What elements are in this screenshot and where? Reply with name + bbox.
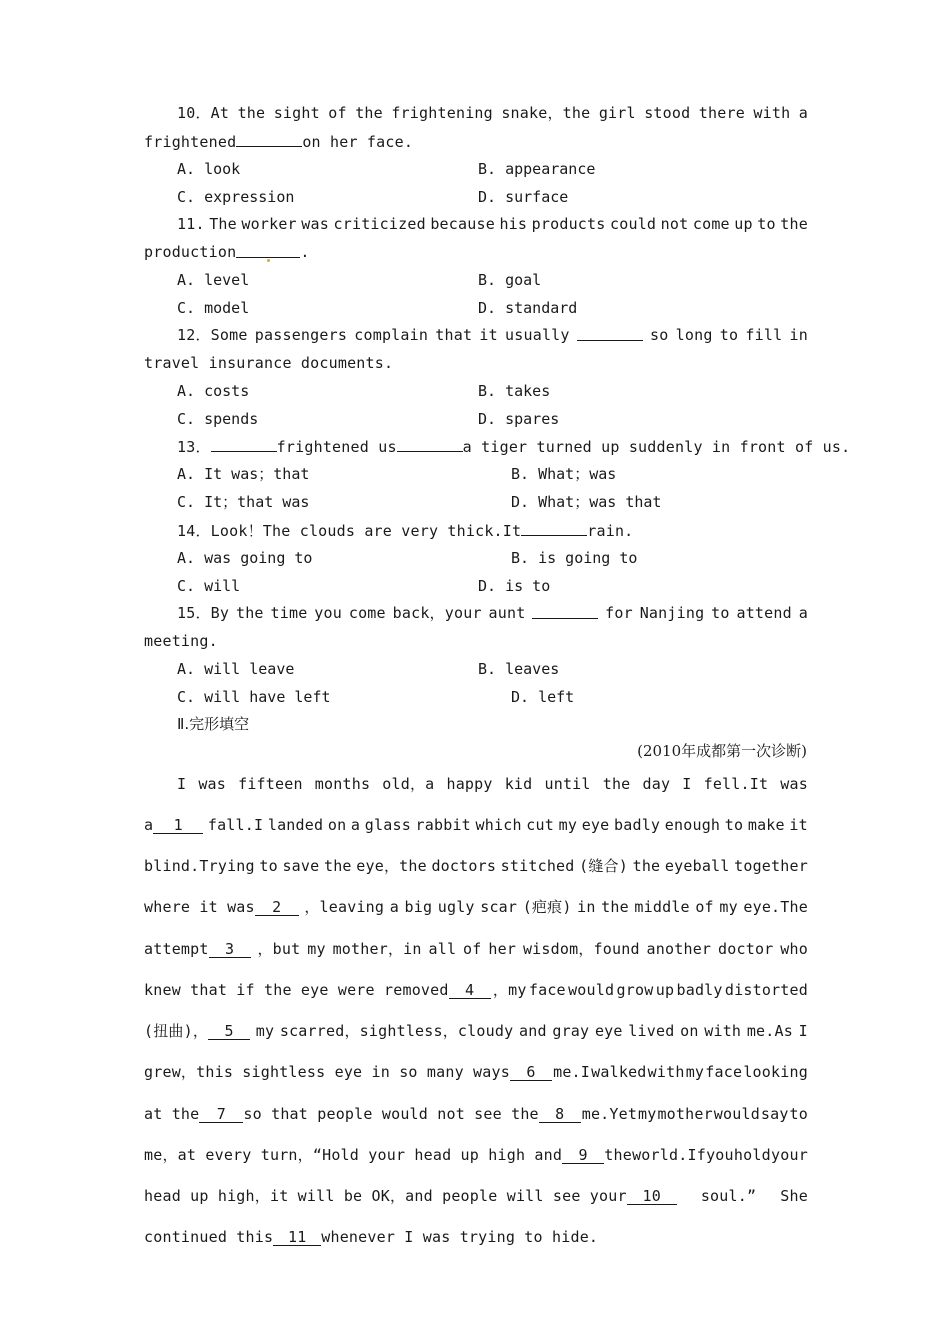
cloze-blank-8: 8 [539,1106,581,1123]
word: back，your [392,604,482,622]
word: my [558,816,578,834]
word: blind.Trying [144,857,255,875]
word: 12．Some [177,326,248,344]
word: big [404,898,433,916]
word: with [647,1063,685,1081]
option-c: C. It；that was [177,493,310,511]
passage-line-10 [144,1145,808,1165]
passage-line-11 [144,1186,808,1206]
word: soul.” [700,1187,757,1205]
word: (缝合) [579,857,628,875]
word: there [698,104,745,122]
option-d: D. standard [478,299,578,317]
word: the [323,857,352,875]
segment [144,1062,552,1082]
word: happy [446,775,493,793]
option-b: B. What；was [511,465,617,483]
word: with [753,104,791,122]
word: long [675,326,713,344]
answer-blank [577,325,643,341]
word: make [747,816,785,834]
word: a [798,604,808,622]
word: passengers [254,326,348,344]
option-d: D. What；was that [511,493,662,511]
text: frightened us [276,438,397,456]
text: grew，this sightless eye in so many ways [144,1063,510,1081]
word: time [270,604,308,622]
option-a: A. It was；that [177,465,310,483]
word: lived [628,1022,675,1040]
word: the [237,104,266,122]
option-c: C. will have left [177,688,331,706]
word: Nanjing [639,604,705,622]
question-15-stem-cont [144,631,808,651]
word: up [655,981,675,999]
word: was [780,775,808,793]
text: whenever I was trying to hide. [321,1228,599,1246]
word: in [577,898,596,916]
option-a: A. level [177,271,250,289]
question-12-stem [177,325,808,345]
cloze-blank-5: 5 [208,1023,250,1040]
word: middle [634,898,690,916]
word: criticized [333,215,426,233]
word: so [650,326,669,344]
word: was [301,215,329,233]
option-a: A. was going to [177,549,313,567]
word: eye [594,1022,623,1040]
word: because [430,215,495,233]
word: a [389,898,399,916]
word: me.As [746,1022,793,1040]
word: with [704,1022,742,1040]
word: mother，in [332,940,422,958]
word: enough [664,816,721,834]
word: would [568,981,615,999]
text: where it was [144,898,255,916]
option-b: B. goal [478,271,542,289]
word: stood [644,104,691,122]
word: the [632,857,661,875]
word: fell.It [703,775,769,793]
word: frightening [391,104,493,122]
word: I [682,775,692,793]
text: continued this [144,1228,274,1246]
word: girl [598,104,636,122]
word: up [734,215,753,233]
word: come [348,604,386,622]
word: of [463,940,482,958]
cloze-blank-9: 9 [562,1147,604,1164]
cloze-blank-1: 1 [153,817,203,834]
word: grow [616,981,654,999]
question-13-stem [177,436,851,457]
text: at the [144,1105,200,1123]
word: products [531,215,606,233]
text: frightened [144,133,237,151]
word: stitched [500,857,575,875]
option-b: B. appearance [478,160,596,178]
mark-dot [267,259,270,262]
answer-blank [521,520,587,536]
word: She [780,1187,808,1205]
word: my [307,940,326,958]
option-b: B. leaves [478,660,560,678]
word: the [235,604,264,622]
cloze-blank-10: 10 [627,1188,677,1205]
text: . [300,243,310,261]
text: 13． [177,438,211,456]
word: rabbit [415,816,471,834]
text: meeting. [144,632,218,650]
word: complain [354,326,429,344]
word: attend [736,604,792,622]
word: it [479,326,498,344]
word: world.If [632,1146,706,1164]
question-10-stem [177,103,808,123]
word: of [695,898,714,916]
word: all [428,940,457,958]
word: badly [676,981,723,999]
word: another [646,940,712,958]
word: gray [552,1022,590,1040]
option-a: A. will leave [177,660,295,678]
word: my [255,1022,275,1040]
word: ，my [492,981,527,999]
word: scarred，sightless，cloudy [279,1022,514,1040]
text: 14．Look！The clouds are very thick.It [177,522,522,540]
word: 11. [177,215,205,233]
word: you [314,604,342,622]
word: you [706,1146,734,1164]
word: (疤痕) [522,898,572,916]
word: until [544,775,591,793]
word: save [282,857,320,875]
word: the [780,215,808,233]
word: would [713,1105,760,1123]
option-d: D. is to [478,577,551,595]
word: The [209,215,237,233]
text: on her face. [302,133,414,151]
answer-blank [236,131,302,147]
text: so that people would not see the [243,1105,539,1123]
word: to [719,326,739,344]
word: it [789,816,808,834]
cloze-blank-11: 11 [273,1229,321,1246]
word: his [499,215,528,233]
option-c: C. model [177,299,250,317]
word: eye.The [743,898,808,916]
word: not [660,215,689,233]
word: my [685,1063,705,1081]
word: a [798,104,808,122]
question-11-stem-cont [144,242,808,262]
text: production [144,243,237,261]
word: mother [657,1105,713,1123]
word: sight [273,104,320,122]
word: the [604,1146,632,1164]
word: and [518,1022,547,1040]
word: walked [591,1063,647,1081]
word: your [771,1146,808,1164]
word: old，a [382,775,435,793]
option-d: D. left [511,688,575,706]
word: was [198,775,227,793]
word: wisdom，found [522,940,640,958]
word: ，but [257,940,301,958]
word: the [601,898,629,916]
segment [144,1021,250,1041]
word: in [789,326,808,344]
text: a tiger turned up suddenly in front of us. [462,438,851,456]
word: together [734,857,808,875]
passage-line-12 [144,1227,808,1247]
word: my [719,898,738,916]
word: fill [745,326,783,344]
word: ，leaving [304,898,385,916]
cloze-blank-3: 3 [209,941,251,958]
question-11-stem [177,214,808,234]
word: cut [526,816,554,834]
option-c: C. spends [177,410,259,428]
option-a: A. look [177,160,241,178]
word: to [757,215,776,233]
word: landed [267,816,324,834]
text: rain. [587,522,634,540]
word: face [705,1063,743,1081]
word: scar [480,898,518,916]
option-d: D. spares [478,410,560,428]
text: knew that if the eye were removed [144,981,449,999]
cloze-blank-2: 2 [255,899,299,916]
word: me.Yet [581,1105,638,1123]
word: which [475,816,522,834]
word: for [605,604,633,622]
word: aunt [488,604,526,622]
word: looking [743,1063,808,1081]
option-b: B. is going to [511,549,638,567]
passage-line-6 [144,980,808,1000]
passage-line-5 [144,939,808,959]
word: to [711,604,730,622]
text: (扭曲)， [144,1022,209,1040]
word: say [760,1105,789,1123]
word: badly [614,816,661,834]
cloze-blank-7: 7 [199,1106,243,1123]
option-c: C. expression [177,188,295,206]
question-14-stem [177,520,808,541]
word: ugly [437,898,475,916]
word: I [798,1022,808,1040]
word: glass [364,816,411,834]
word: 15．By [177,604,230,622]
segment [144,1186,677,1206]
word: snake，the [501,104,591,122]
word: on [327,816,347,834]
word: fifteen [238,775,303,793]
word: doctor [718,940,774,958]
option-b: B. takes [478,382,551,400]
passage-line-3 [144,856,808,876]
segment [144,1145,604,1165]
answer-blank [236,242,300,258]
word: to [789,1105,808,1123]
answer-blank [397,436,463,452]
word: that [435,326,473,344]
option-d: D. surface [478,188,569,206]
word: me.I [553,1063,591,1081]
segment [144,939,251,959]
text: me，at every turn，“Hold your head up high and [144,1146,563,1164]
word: could [610,215,657,233]
section-title: Ⅱ.完形填空 [177,715,250,733]
passage-line-9 [144,1104,808,1124]
word: the [602,775,631,793]
word: 10．At [177,104,230,122]
cloze-blank-6: 6 [510,1064,552,1081]
word: my [638,1105,657,1123]
segment [144,897,299,917]
word: a [350,816,361,834]
word: I [177,775,187,793]
word: eye，the [356,857,427,875]
segment [144,1104,581,1124]
word: eyeball [664,857,730,875]
word: of [328,104,347,122]
cloze-blank-4: 4 [449,982,491,999]
text: a [144,816,154,834]
word: come [692,215,730,233]
word: the [355,104,383,122]
section-source: (2010年成都第一次诊断) [637,742,807,760]
word: doctors [431,857,497,875]
word: on [680,1022,699,1040]
word: to [259,857,278,875]
word: to [724,816,744,834]
word: hold [733,1146,771,1164]
word: worker [241,215,297,233]
passage-line-8 [144,1062,808,1082]
word: distorted [724,981,808,999]
text: travel insurance documents. [144,354,394,372]
word: kid [504,775,533,793]
text: head up high，it will be OK，and people will see your [144,1187,627,1205]
word: who [780,940,808,958]
word: fall.I [207,816,264,834]
option-a: A. costs [177,382,250,400]
word: eye [581,816,610,834]
answer-blank [532,603,598,619]
text: attempt [144,940,209,958]
question-12-stem-cont [144,353,808,373]
word: day [642,775,671,793]
segment [144,815,203,835]
passage-line-7 [144,1021,808,1041]
passage-line-1 [177,774,808,794]
answer-blank [211,436,277,452]
question-15-stem [177,603,808,623]
word: usually [505,326,570,344]
word: face [528,981,566,999]
segment [144,980,491,1000]
passage-line-2 [144,815,808,835]
option-c: C. will [177,577,241,595]
word: her [488,940,517,958]
question-10-stem-cont [144,131,808,152]
word: months [314,775,371,793]
passage-line-4 [144,897,808,917]
